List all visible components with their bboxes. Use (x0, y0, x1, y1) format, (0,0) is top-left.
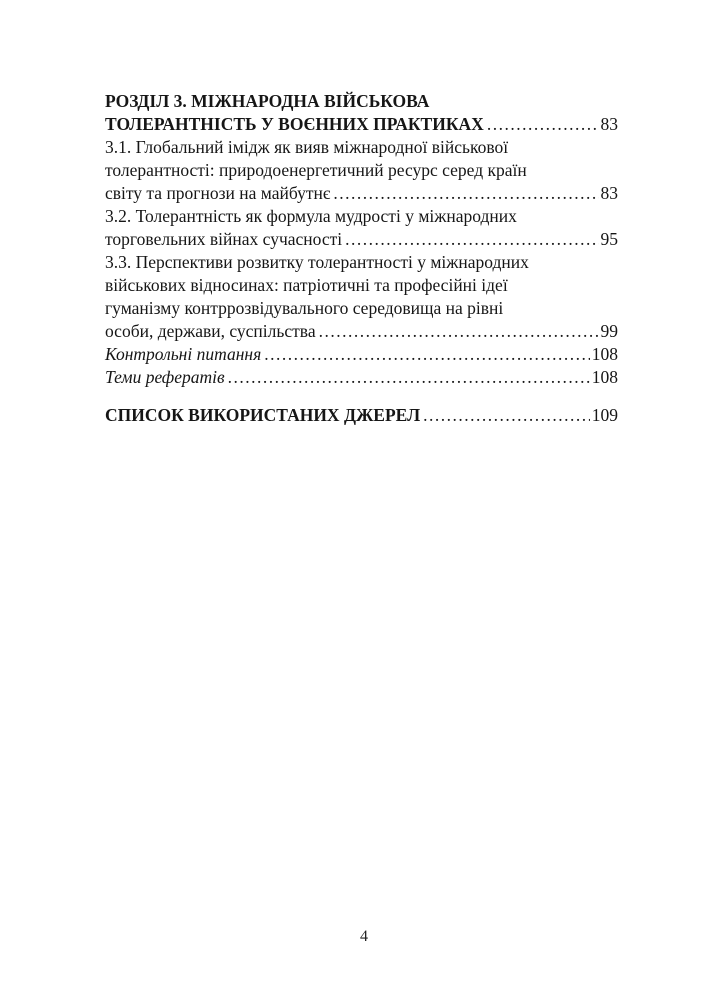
toc-entry-line: торговельних війнах сучасності (105, 229, 343, 249)
toc-entry-lastline (105, 320, 618, 343)
toc-entry-line: толерантності: природоенергетичний ресурс серед країн (105, 160, 527, 180)
toc-entry-lastline (105, 228, 618, 251)
toc-entry-line: світу та прогнози на майбутнє (105, 183, 331, 203)
page-number-footer: 4 (360, 928, 368, 945)
toc-entry-line: Контрольні питання (105, 344, 262, 364)
toc-page-number: 109 (591, 405, 618, 425)
dot-leader (342, 228, 598, 251)
toc-entry (105, 404, 618, 427)
toc-page-number: 95 (600, 229, 618, 249)
toc-entry-lastline (105, 343, 618, 366)
toc-entry-lastline (105, 113, 618, 136)
dot-leader (484, 113, 599, 136)
toc-page-number: 83 (600, 183, 618, 203)
toc-page-number: 83 (600, 114, 618, 134)
dot-leader (225, 366, 590, 389)
toc-page-number: 108 (591, 367, 618, 387)
toc-entry-line: РОЗДІЛ 3. МІЖНАРОДНА ВІЙСЬКОВА (105, 91, 430, 111)
toc-entry-lastline (105, 404, 618, 427)
toc-entry-line: військових відносинах: патріотичні та професійні ідеї (105, 275, 508, 295)
toc-entry-line: 3.3. Перспективи розвитку толерантності у міжнародних (105, 252, 529, 272)
toc-entry-line: СПИСОК ВИКОРИСТАНИХ ДЖЕРЕЛ (105, 405, 421, 425)
dot-leader (330, 182, 598, 205)
toc-entry-line: Теми рефератів (105, 367, 225, 387)
toc-entry (105, 366, 618, 389)
toc-page-number: 99 (600, 321, 618, 341)
toc-entry-lastline (105, 366, 618, 389)
dot-leader (316, 320, 599, 343)
toc-entry-line: гуманізму контррозвідувального середовища на рівні (105, 298, 504, 318)
dot-leader (261, 343, 590, 366)
table-of-contents (105, 90, 618, 427)
toc-entry (105, 251, 618, 343)
toc-entry-line: ТОЛЕРАНТНІСТЬ У ВОЄННИХ ПРАКТИКАХ (105, 114, 484, 134)
toc-entry (105, 136, 618, 205)
toc-page-number: 108 (591, 344, 618, 364)
toc-entry-line: 3.1. Глобальний імідж як вияв міжнародної військової (105, 137, 509, 157)
toc-entry-lastline (105, 182, 618, 205)
toc-entry (105, 90, 618, 136)
toc-entry (105, 343, 618, 366)
dot-leader (420, 404, 590, 427)
toc-entry (105, 205, 618, 251)
toc-entry-line: 3.2. Толерантність як формула мудрості у міжнародних (105, 206, 517, 226)
toc-entry-line: особи, держави, суспільства (105, 321, 316, 341)
